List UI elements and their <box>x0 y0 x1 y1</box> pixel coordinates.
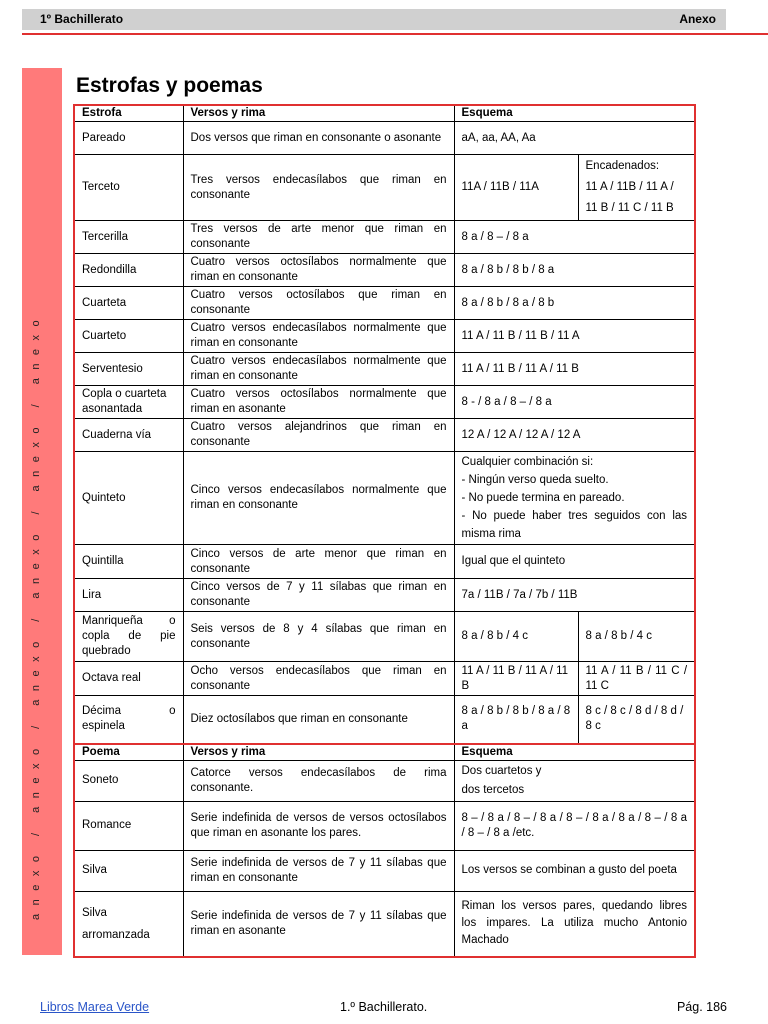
poema-esquema <box>454 760 695 801</box>
estrofa-esquema: 11A / 11B / 11A <box>454 155 578 221</box>
table-row <box>74 122 695 155</box>
footer-course: 1.º Bachillerato. <box>340 1000 428 1014</box>
estrofa-name: Manriqueña o copla de pie quebrado <box>74 612 183 662</box>
estrofa-esquema: 11 A / 11 B / 11 A / 11 B <box>454 353 695 386</box>
estrofa-esquema: 12 A / 12 A / 12 A / 12 A <box>454 419 695 452</box>
header-divider <box>22 33 768 35</box>
estrofa-versos: Ocho versos endecasílabos que riman en consonante <box>183 662 454 696</box>
estrofa-name: Serventesio <box>74 353 183 386</box>
estrofas-header-row <box>74 105 695 122</box>
estrofa-name: Quintilla <box>74 545 183 579</box>
esquema-line: 11 B / 11 C / 11 B <box>585 202 674 214</box>
estrofa-versos: Diez octosílabos que riman en consonante <box>183 696 454 744</box>
header-course: 1º Bachillerato <box>40 12 124 26</box>
estrofa-name: Pareado <box>74 122 183 155</box>
poema-name: Romance <box>74 801 183 850</box>
estrofa-versos: Tres versos de arte menor que riman en consonante <box>183 221 454 254</box>
estrofa-esquema: 8 - / 8 a / 8 – / 8 a <box>454 386 695 419</box>
esquema-line: dos tercetos <box>461 783 525 796</box>
table-row <box>74 221 695 254</box>
estrofa-esquema: aA, aa, AA, Aa <box>454 122 695 155</box>
estrofa-esquema: 11 A / 11 B / 11 A / 11 B <box>454 662 578 696</box>
side-strip-text: anexo / anexo / anexo / anexo / anexo / anexo <box>30 311 42 920</box>
estrofa-versos: Cuatro versos octosílabos normalmente que riman en consonante <box>183 254 454 287</box>
footer-link[interactable]: Libros Marea Verde <box>40 1000 150 1014</box>
estrofa-name: Décima o espinela <box>74 696 183 744</box>
estrofa-versos: Seis versos de 8 y 4 sílabas que riman en consonante <box>183 612 454 662</box>
esquema-line: 11 A / 11B / 11 A / <box>585 181 674 193</box>
esquema-line: - No puede termina en pareado. <box>461 492 625 504</box>
table-row <box>74 662 695 696</box>
table-row <box>74 612 695 662</box>
table-row <box>74 801 695 850</box>
estrofa-esquema-alt: 11 A / 11 B / 11 C / 11 C <box>578 662 695 696</box>
table-row <box>74 696 695 744</box>
estrofa-name: Cuaderna vía <box>74 419 183 452</box>
estrofa-versos: Cuatro versos octosílabos que riman en consonante <box>183 287 454 320</box>
estrofa-esquema-alt: 8 c / 8 c / 8 d / 8 d / 8 c <box>578 696 695 744</box>
estrofa-esquema: 7a / 11B / 7a / 7b / 11B <box>454 579 695 612</box>
poema-versos: Serie indefinida de versos de 7 y 11 sílabas que riman en asonante <box>183 891 454 957</box>
esquema-line: - Ningún verso queda suelto. <box>461 474 609 486</box>
header-poema: Poema <box>74 744 183 761</box>
estrofa-esquema: 8 a / 8 b / 4 c <box>454 612 578 662</box>
esquema-line: Dos cuartetos y <box>461 764 542 777</box>
estrofa-esquema: 8 a / 8 b / 8 b / 8 a <box>454 254 695 287</box>
header-versos: Versos y rima <box>183 744 454 761</box>
table-row <box>74 579 695 612</box>
table-row <box>74 891 695 957</box>
table-row <box>74 353 695 386</box>
header-esquema: Esquema <box>454 744 695 761</box>
estrofa-versos: Cinco versos de 7 y 11 sílabas que riman en consonante <box>183 579 454 612</box>
poema-versos: Serie indefinida de versos de versos octosílabos que riman en asonante los pares. <box>183 801 454 850</box>
estrofa-esquema: Igual que el quinteto <box>454 545 695 579</box>
estrofa-name: Copla o cuarteta asonantada <box>74 386 183 419</box>
estrofa-versos: Dos versos que riman en consonante o asonante <box>183 122 454 155</box>
poetry-table <box>73 104 696 958</box>
estrofa-name: Cuarteto <box>74 320 183 353</box>
poema-versos: Serie indefinida de versos de 7 y 11 sílabas que riman en consonante <box>183 850 454 891</box>
esquema-line: - No puede haber tres seguidos con las misma rima <box>461 510 688 540</box>
esquema-line: Encadenados: <box>585 160 660 172</box>
poema-name: Silva <box>74 850 183 891</box>
poemas-header-row <box>74 744 695 761</box>
page-title: Estrofas y poemas <box>76 74 263 97</box>
estrofa-name: Lira <box>74 579 183 612</box>
poema-esquema: Riman los versos pares, quedando libres los impares. La utiliza mucho Antonio Machado <box>454 891 695 957</box>
table-row <box>74 155 695 221</box>
estrofa-esquema: 11 A / 11 B / 11 B / 11 A <box>454 320 695 353</box>
poema-esquema: Los versos se combinan a gusto del poeta <box>454 850 695 891</box>
poema-name: Silva arromanzada <box>74 891 183 957</box>
table-row <box>74 287 695 320</box>
header-versos: Versos y rima <box>183 105 454 122</box>
estrofa-name: Quinteto <box>74 452 183 545</box>
header-estrofa: Estrofa <box>74 105 183 122</box>
table-row <box>74 850 695 891</box>
estrofa-esquema-alt: 8 a / 8 b / 4 c <box>578 612 695 662</box>
page-number: Pág. 186 <box>676 1000 727 1014</box>
estrofa-versos: Cuatro versos endecasílabos normalmente que riman en consonante <box>183 353 454 386</box>
poema-name: Soneto <box>74 760 183 801</box>
estrofa-versos: Cinco versos endecasílabos normalmente que riman en consonante <box>183 452 454 545</box>
table-row <box>74 452 695 545</box>
header-esquema: Esquema <box>454 105 695 122</box>
estrofa-versos: Cuatro versos octosílabos normalmente que riman en asonante <box>183 386 454 419</box>
poema-versos: Catorce versos endecasílabos de rima consonante. <box>183 760 454 801</box>
estrofa-name: Tercerilla <box>74 221 183 254</box>
header-section: Anexo <box>679 12 716 26</box>
estrofa-name: Terceto <box>74 155 183 221</box>
estrofa-esquema-alt <box>578 155 695 221</box>
estrofa-esquema: 8 a / 8 – / 8 a <box>454 221 695 254</box>
table-row <box>74 320 695 353</box>
estrofa-esquema <box>454 452 695 545</box>
table-row <box>74 545 695 579</box>
table-row <box>74 419 695 452</box>
page-header <box>22 9 726 30</box>
estrofa-versos: Cinco versos de arte menor que riman en consonante <box>183 545 454 579</box>
estrofa-name: Cuarteta <box>74 287 183 320</box>
estrofa-versos: Cuatro versos alejandrinos que riman en consonante <box>183 419 454 452</box>
estrofa-name: Redondilla <box>74 254 183 287</box>
table-row <box>74 386 695 419</box>
table-row <box>74 760 695 801</box>
estrofa-versos: Cuatro versos endecasílabos normalmente que riman en consonante <box>183 320 454 353</box>
estrofa-versos: Tres versos endecasílabos que riman en consonante <box>183 155 454 221</box>
table-row <box>74 254 695 287</box>
esquema-line: Cualquier combinación si: <box>461 456 594 468</box>
estrofa-esquema: 8 a / 8 b / 8 a / 8 b <box>454 287 695 320</box>
side-strip <box>22 68 62 955</box>
estrofa-esquema: 8 a / 8 b / 8 b / 8 a / 8 a <box>454 696 578 744</box>
poema-esquema: 8 – / 8 a / 8 – / 8 a / 8 – / 8 a / 8 a / 8 – / 8 a / 8 – / 8 a /etc. <box>454 801 695 850</box>
estrofa-name: Octava real <box>74 662 183 696</box>
